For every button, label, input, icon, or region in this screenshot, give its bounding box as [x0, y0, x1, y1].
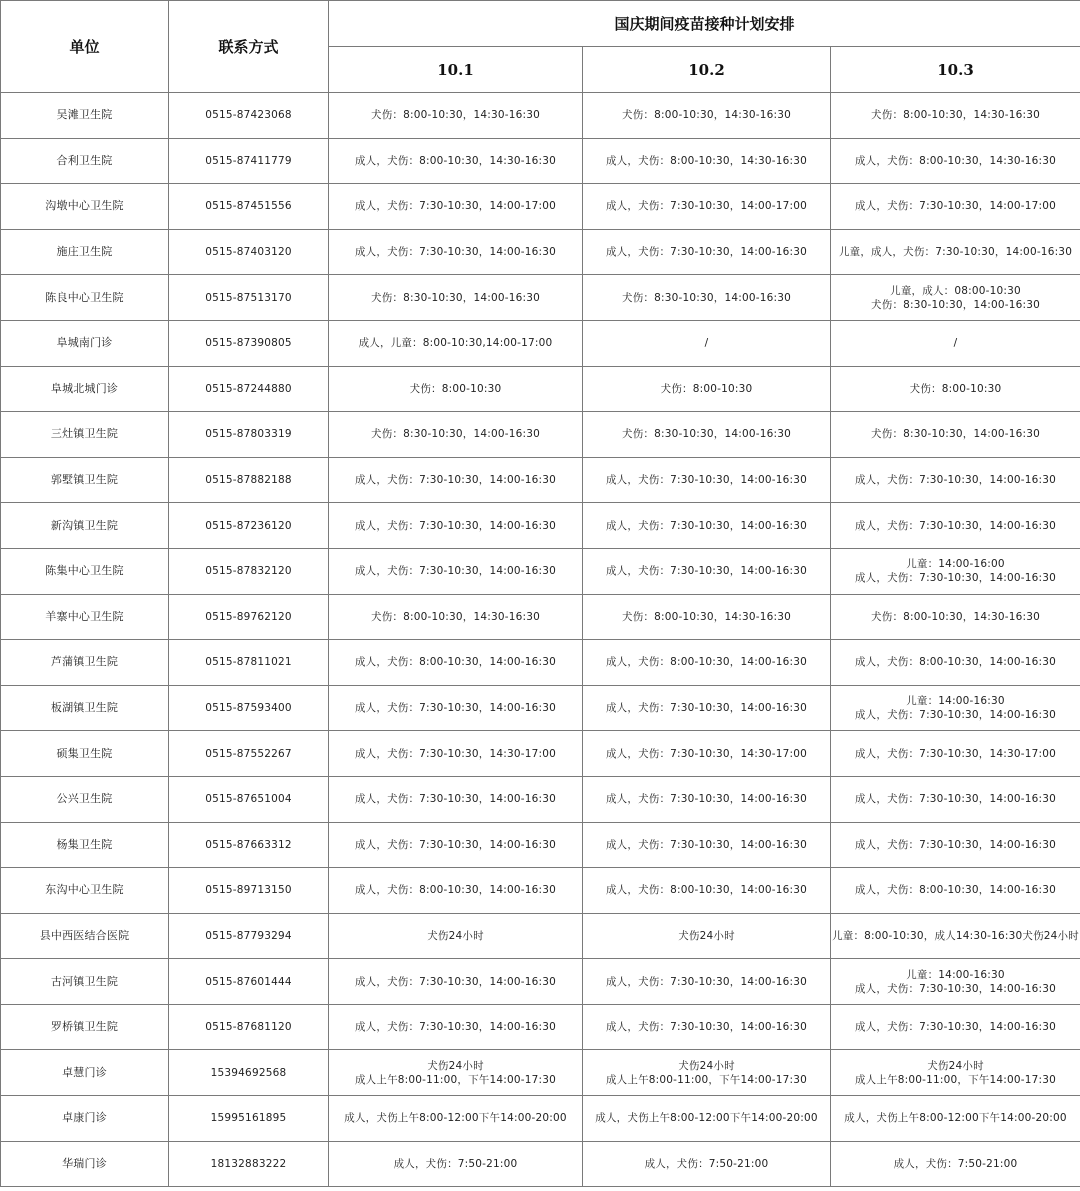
date2-schedule-cell: 犬伤24小时 成人上午8:00-11:00，下午14:00-17:30 — [583, 1050, 831, 1096]
unit-cell: 东沟中心卫生院 — [1, 868, 169, 914]
table-row — [1, 275, 1080, 321]
date-header-2: 10.2 — [583, 47, 831, 93]
unit-cell: 芦蒲镇卫生院 — [1, 640, 169, 686]
date3-schedule-cell: 儿童，成人：08:00-10:30 犬伤：8:30-10:30，14:00-16:30 — [831, 275, 1080, 321]
table-row — [1, 548, 1080, 594]
table-row — [1, 594, 1080, 640]
unit-cell: 杨集卫生院 — [1, 822, 169, 868]
unit-cell: 华瑞门诊 — [1, 1141, 169, 1187]
date2-schedule-cell: 成人，犬伤：7:30-10:30，14:00-16:30 — [583, 229, 831, 275]
date1-schedule-cell: 成人，犬伤：7:30-10:30，14:00-16:30 — [329, 959, 583, 1005]
unit-cell: 郭墅镇卫生院 — [1, 457, 169, 503]
date2-schedule-cell: 成人，犬伤：8:00-10:30，14:30-16:30 — [583, 138, 831, 184]
date2-schedule-cell: 成人，犬伤：7:30-10:30，14:00-16:30 — [583, 685, 831, 731]
date2-schedule-cell: 犬伤：8:30-10:30，14:00-16:30 — [583, 412, 831, 458]
unit-cell: 合利卫生院 — [1, 138, 169, 184]
date2-schedule-cell: 成人，犬伤：7:30-10:30，14:00-16:30 — [583, 776, 831, 822]
date2-schedule-cell: 成人，犬伤：7:30-10:30，14:00-16:30 — [583, 548, 831, 594]
table-row — [1, 503, 1080, 549]
phone-cell: 0515-87601444 — [169, 959, 329, 1005]
date3-schedule-cell: 成人，犬伤上午8:00-12:00下午14:00-20:00 — [831, 1096, 1080, 1142]
phone-cell: 15394692568 — [169, 1050, 329, 1096]
unit-cell: 陈良中心卫生院 — [1, 275, 169, 321]
date3-schedule-cell: / — [831, 320, 1080, 366]
date2-schedule-cell: 成人，犬伤：7:30-10:30，14:00-17:00 — [583, 184, 831, 230]
unit-cell: 古河镇卫生院 — [1, 959, 169, 1005]
date3-schedule-cell: 儿童：14:00-16:30 成人，犬伤：7:30-10:30，14:00-16:30 — [831, 959, 1080, 1005]
unit-cell: 公兴卫生院 — [1, 776, 169, 822]
unit-cell: 罗桥镇卫生院 — [1, 1004, 169, 1050]
date1-schedule-cell: 成人，犬伤：7:30-10:30，14:00-16:30 — [329, 503, 583, 549]
date1-schedule-cell: 成人，犬伤：7:30-10:30，14:30-17:00 — [329, 731, 583, 777]
table-row — [1, 731, 1080, 777]
date-header-1: 10.1 — [329, 47, 583, 93]
table-body — [1, 93, 1080, 1187]
date1-schedule-cell: 成人，犬伤：7:30-10:30，14:00-17:00 — [329, 184, 583, 230]
phone-cell: 0515-89762120 — [169, 594, 329, 640]
date2-schedule-cell: 犬伤：8:00-10:30，14:30-16:30 — [583, 93, 831, 139]
table-row — [1, 913, 1080, 959]
date1-schedule-cell: 成人，犬伤：7:30-10:30，14:00-16:30 — [329, 1004, 583, 1050]
date3-schedule-cell: 犬伤：8:00-10:30，14:30-16:30 — [831, 594, 1080, 640]
unit-cell: 硕集卫生院 — [1, 731, 169, 777]
date2-schedule-cell: 成人，犬伤：7:30-10:30，14:00-16:30 — [583, 1004, 831, 1050]
phone-cell: 0515-87832120 — [169, 548, 329, 594]
date1-schedule-cell: 成人，儿童：8:00-10:30,14:00-17:00 — [329, 320, 583, 366]
phone-cell: 0515-89713150 — [169, 868, 329, 914]
phone-cell: 0515-87451556 — [169, 184, 329, 230]
date3-schedule-cell: 成人，犬伤：8:00-10:30，14:00-16:30 — [831, 640, 1080, 686]
table-row — [1, 457, 1080, 503]
date2-schedule-cell: 成人，犬伤：8:00-10:30，14:00-16:30 — [583, 640, 831, 686]
date3-schedule-cell: 成人，犬伤：7:30-10:30，14:00-16:30 — [831, 1004, 1080, 1050]
table-row — [1, 822, 1080, 868]
date2-schedule-cell: 成人，犬伤：8:00-10:30，14:00-16:30 — [583, 868, 831, 914]
table-row — [1, 138, 1080, 184]
table-row — [1, 184, 1080, 230]
date2-schedule-cell: 成人，犬伤：7:30-10:30，14:00-16:30 — [583, 822, 831, 868]
contact-header: 联系方式 — [169, 1, 329, 93]
date2-schedule-cell: 犬伤24小时 — [583, 913, 831, 959]
phone-cell: 0515-87803319 — [169, 412, 329, 458]
date2-schedule-cell: 犬伤：8:00-10:30 — [583, 366, 831, 412]
unit-cell: 县中西医结合医院 — [1, 913, 169, 959]
date1-schedule-cell: 犬伤：8:00-10:30，14:30-16:30 — [329, 594, 583, 640]
date2-schedule-cell: 成人，犬伤：7:30-10:30，14:30-17:00 — [583, 731, 831, 777]
date3-schedule-cell: 儿童：14:00-16:30 成人，犬伤：7:30-10:30，14:00-16:30 — [831, 685, 1080, 731]
unit-cell: 陈集中心卫生院 — [1, 548, 169, 594]
date1-schedule-cell: 犬伤：8:30-10:30，14:00-16:30 — [329, 412, 583, 458]
phone-cell: 0515-87403120 — [169, 229, 329, 275]
phone-cell: 0515-87882188 — [169, 457, 329, 503]
date1-schedule-cell: 成人，犬伤：7:50-21:00 — [329, 1141, 583, 1187]
date3-schedule-cell: 成人，犬伤：7:30-10:30，14:00-16:30 — [831, 776, 1080, 822]
date1-schedule-cell: 成人，犬伤：7:30-10:30，14:00-16:30 — [329, 457, 583, 503]
phone-cell: 0515-87552267 — [169, 731, 329, 777]
date3-schedule-cell: 成人，犬伤：7:50-21:00 — [831, 1141, 1080, 1187]
phone-cell: 0515-87244880 — [169, 366, 329, 412]
date2-schedule-cell: 成人，犬伤：7:50-21:00 — [583, 1141, 831, 1187]
phone-cell: 0515-87236120 — [169, 503, 329, 549]
date3-schedule-cell: 犬伤：8:00-10:30 — [831, 366, 1080, 412]
phone-cell: 0515-87390805 — [169, 320, 329, 366]
date3-schedule-cell: 儿童：14:00-16:00 成人，犬伤：7:30-10:30，14:00-16:30 — [831, 548, 1080, 594]
table-row — [1, 640, 1080, 686]
table-row — [1, 1141, 1080, 1187]
date1-schedule-cell: 犬伤24小时 — [329, 913, 583, 959]
date1-schedule-cell: 犬伤24小时 成人上午8:00-11:00，下午14:00-17:30 — [329, 1050, 583, 1096]
table-row — [1, 229, 1080, 275]
phone-cell: 15995161895 — [169, 1096, 329, 1142]
unit-cell: 卓康门诊 — [1, 1096, 169, 1142]
date1-schedule-cell: 成人，犬伤：8:00-10:30，14:00-16:30 — [329, 868, 583, 914]
date2-schedule-cell: 成人，犬伤：7:30-10:30，14:00-16:30 — [583, 457, 831, 503]
table-row — [1, 776, 1080, 822]
date3-schedule-cell: 成人，犬伤：7:30-10:30，14:00-16:30 — [831, 457, 1080, 503]
phone-cell: 0515-87411779 — [169, 138, 329, 184]
date1-schedule-cell: 成人，犬伤：7:30-10:30，14:00-16:30 — [329, 776, 583, 822]
date3-schedule-cell: 犬伤24小时 成人上午8:00-11:00，下午14:00-17:30 — [831, 1050, 1080, 1096]
table-row — [1, 1004, 1080, 1050]
date1-schedule-cell: 成人，犬伤：8:00-10:30，14:00-16:30 — [329, 640, 583, 686]
phone-cell: 0515-87423068 — [169, 93, 329, 139]
table-row — [1, 959, 1080, 1005]
date1-schedule-cell: 成人，犬伤上午8:00-12:00下午14:00-20:00 — [329, 1096, 583, 1142]
date2-schedule-cell: 成人，犬伤：7:30-10:30，14:00-16:30 — [583, 959, 831, 1005]
phone-cell: 0515-87513170 — [169, 275, 329, 321]
unit-cell: 羊寨中心卫生院 — [1, 594, 169, 640]
unit-cell: 阜城南门诊 — [1, 320, 169, 366]
table-row — [1, 320, 1080, 366]
date1-schedule-cell: 成人，犬伤：7:30-10:30，14:00-16:30 — [329, 229, 583, 275]
date1-schedule-cell: 成人，犬伤：7:30-10:30，14:00-16:30 — [329, 548, 583, 594]
date3-schedule-cell: 成人，犬伤：8:00-10:30，14:30-16:30 — [831, 138, 1080, 184]
date2-schedule-cell: 成人，犬伤上午8:00-12:00下午14:00-20:00 — [583, 1096, 831, 1142]
date3-schedule-cell: 犬伤：8:00-10:30，14:30-16:30 — [831, 93, 1080, 139]
phone-cell: 0515-87651004 — [169, 776, 329, 822]
date1-schedule-cell: 犬伤：8:00-10:30，14:30-16:30 — [329, 93, 583, 139]
unit-cell: 新沟镇卫生院 — [1, 503, 169, 549]
date-header-3: 10.3 — [831, 47, 1080, 93]
date3-schedule-cell: 成人，犬伤：7:30-10:30，14:00-16:30 — [831, 503, 1080, 549]
table-row — [1, 1050, 1080, 1096]
phone-cell: 0515-87663312 — [169, 822, 329, 868]
table-row — [1, 366, 1080, 412]
date2-schedule-cell: 成人，犬伤：7:30-10:30，14:00-16:30 — [583, 503, 831, 549]
unit-cell: 阜城北城门诊 — [1, 366, 169, 412]
unit-cell: 施庄卫生院 — [1, 229, 169, 275]
table-row — [1, 412, 1080, 458]
unit-cell: 三灶镇卫生院 — [1, 412, 169, 458]
unit-header: 单位 — [1, 1, 169, 93]
date3-schedule-cell: 成人，犬伤：7:30-10:30，14:00-17:00 — [831, 184, 1080, 230]
phone-cell: 0515-87811021 — [169, 640, 329, 686]
table-row — [1, 868, 1080, 914]
date2-schedule-cell: 犬伤：8:30-10:30，14:00-16:30 — [583, 275, 831, 321]
date2-schedule-cell: / — [583, 320, 831, 366]
date1-schedule-cell: 成人，犬伤：8:00-10:30，14:30-16:30 — [329, 138, 583, 184]
date3-schedule-cell: 成人，犬伤：7:30-10:30，14:30-17:00 — [831, 731, 1080, 777]
table-row — [1, 1096, 1080, 1142]
unit-cell: 吴滩卫生院 — [1, 93, 169, 139]
date3-schedule-cell: 成人，犬伤：8:00-10:30，14:00-16:30 — [831, 868, 1080, 914]
date3-schedule-cell: 儿童：8:00-10:30，成人14:30-16:30犬伤24小时 — [831, 913, 1080, 959]
date2-schedule-cell: 犬伤：8:00-10:30，14:30-16:30 — [583, 594, 831, 640]
date3-schedule-cell: 犬伤：8:30-10:30，14:00-16:30 — [831, 412, 1080, 458]
date1-schedule-cell: 成人，犬伤：7:30-10:30，14:00-16:30 — [329, 685, 583, 731]
table-row — [1, 685, 1080, 731]
table-row — [1, 93, 1080, 139]
date1-schedule-cell: 犬伤：8:00-10:30 — [329, 366, 583, 412]
date1-schedule-cell: 成人，犬伤：7:30-10:30，14:00-16:30 — [329, 822, 583, 868]
plan-title: 国庆期间疫苗接种计划安排 — [329, 1, 1080, 47]
phone-cell: 0515-87593400 — [169, 685, 329, 731]
phone-cell: 0515-87793294 — [169, 913, 329, 959]
phone-cell: 0515-87681120 — [169, 1004, 329, 1050]
unit-cell: 沟墩中心卫生院 — [1, 184, 169, 230]
unit-cell: 板湖镇卫生院 — [1, 685, 169, 731]
date3-schedule-cell: 儿童，成人，犬伤：7:30-10:30，14:00-16:30 — [831, 229, 1080, 275]
unit-cell: 卓慧门诊 — [1, 1050, 169, 1096]
date1-schedule-cell: 犬伤：8:30-10:30，14:00-16:30 — [329, 275, 583, 321]
date3-schedule-cell: 成人，犬伤：7:30-10:30，14:00-16:30 — [831, 822, 1080, 868]
phone-cell: 18132883222 — [169, 1141, 329, 1187]
